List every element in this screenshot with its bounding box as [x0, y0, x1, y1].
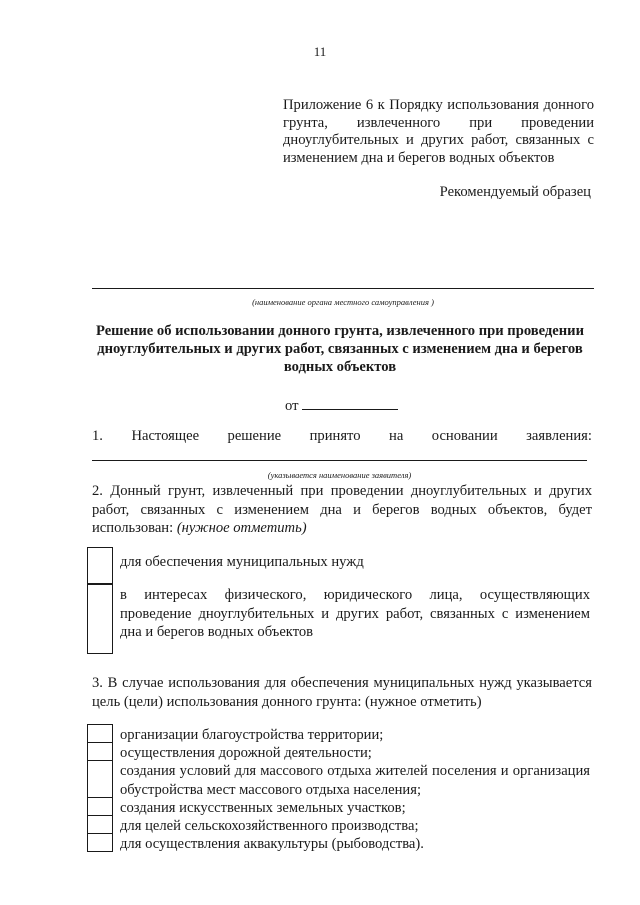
option-aquaculture: для осуществления аквакультуры (рыбоводства). — [120, 836, 424, 852]
section-1-word: Настоящее — [131, 428, 200, 444]
option-artificial-land: создания искусственных земельных участков; — [120, 800, 406, 816]
option-mass-recreation: создания условий для массового отдыха жителей поселения и организация обустройства мест массового отдыха населения; — [120, 763, 590, 798]
option-road-activity: осуществления дорожной деятельности; — [120, 745, 372, 761]
recommended-sample-label: Рекомендуемый образец — [439, 184, 591, 200]
authority-name-line — [92, 288, 594, 289]
date-blank[interactable] — [302, 395, 398, 410]
page-number: 11 — [313, 44, 327, 59]
section-1-word: заявления: — [526, 428, 592, 444]
section-1-word: принято — [309, 428, 361, 444]
date-line — [285, 395, 398, 415]
authority-name-caption: (наименование органа местного самоуправления ) — [252, 297, 434, 307]
checkbox-agriculture[interactable] — [87, 815, 113, 834]
applicant-name-line — [92, 460, 587, 461]
section-3-text: 3. В случае использования для обеспечения муниципальных нужд указывается цель (цели) использования донного грунта: (нужное отметить) — [92, 675, 592, 710]
section-2-body: 2. Донный грунт, извлеченный при проведении дноуглубительных и других работ, связанных с изменением дна и берегов водных объектов, будет использован: — [92, 483, 592, 536]
checkbox-interests-of-persons[interactable] — [87, 584, 113, 654]
checkbox-artificial-land[interactable] — [87, 797, 113, 816]
appendix-header: Приложение 6 к Порядку использования донного грунта, извлеченного при проведении дноуглубительных и других работ, связанных с изменением дна и берегов водных объектов — [283, 97, 594, 166]
checkbox-road-activity[interactable] — [87, 742, 113, 761]
option-interests-of-persons: в интересах физического, юридического лица, осуществляющих проведение дноуглубительных и других работ, связанных с изменением дна и берегов водных объектов — [120, 587, 590, 640]
option-agriculture: для целей сельскохозяйственного производства; — [120, 818, 419, 834]
checkbox-landscaping[interactable] — [87, 724, 113, 743]
section-1-line — [92, 428, 592, 445]
section-1-word: 1. — [92, 428, 103, 444]
applicant-name-caption: (указывается наименование заявителя) — [267, 470, 412, 480]
section-2-note: (нужное отметить) — [176, 520, 307, 536]
section-1-word: на — [389, 428, 404, 444]
section-1-word: основании — [431, 428, 498, 444]
date-prefix: от — [285, 398, 299, 414]
checkbox-municipal-needs[interactable] — [87, 547, 113, 584]
option-landscaping: организации благоустройства территории; — [120, 727, 384, 743]
document-title: Решение об использовании донного грунта, извлеченного при проведении дноуглубительных и других работ, связанных с изменением дна и берегов водных объектов — [95, 323, 585, 375]
checkbox-mass-recreation[interactable] — [87, 760, 113, 798]
option-municipal-needs: для обеспечения муниципальных нужд — [120, 554, 364, 570]
section-1-word: решение — [227, 428, 282, 444]
checkbox-aquaculture[interactable] — [87, 833, 113, 852]
section-2-text — [92, 482, 592, 538]
